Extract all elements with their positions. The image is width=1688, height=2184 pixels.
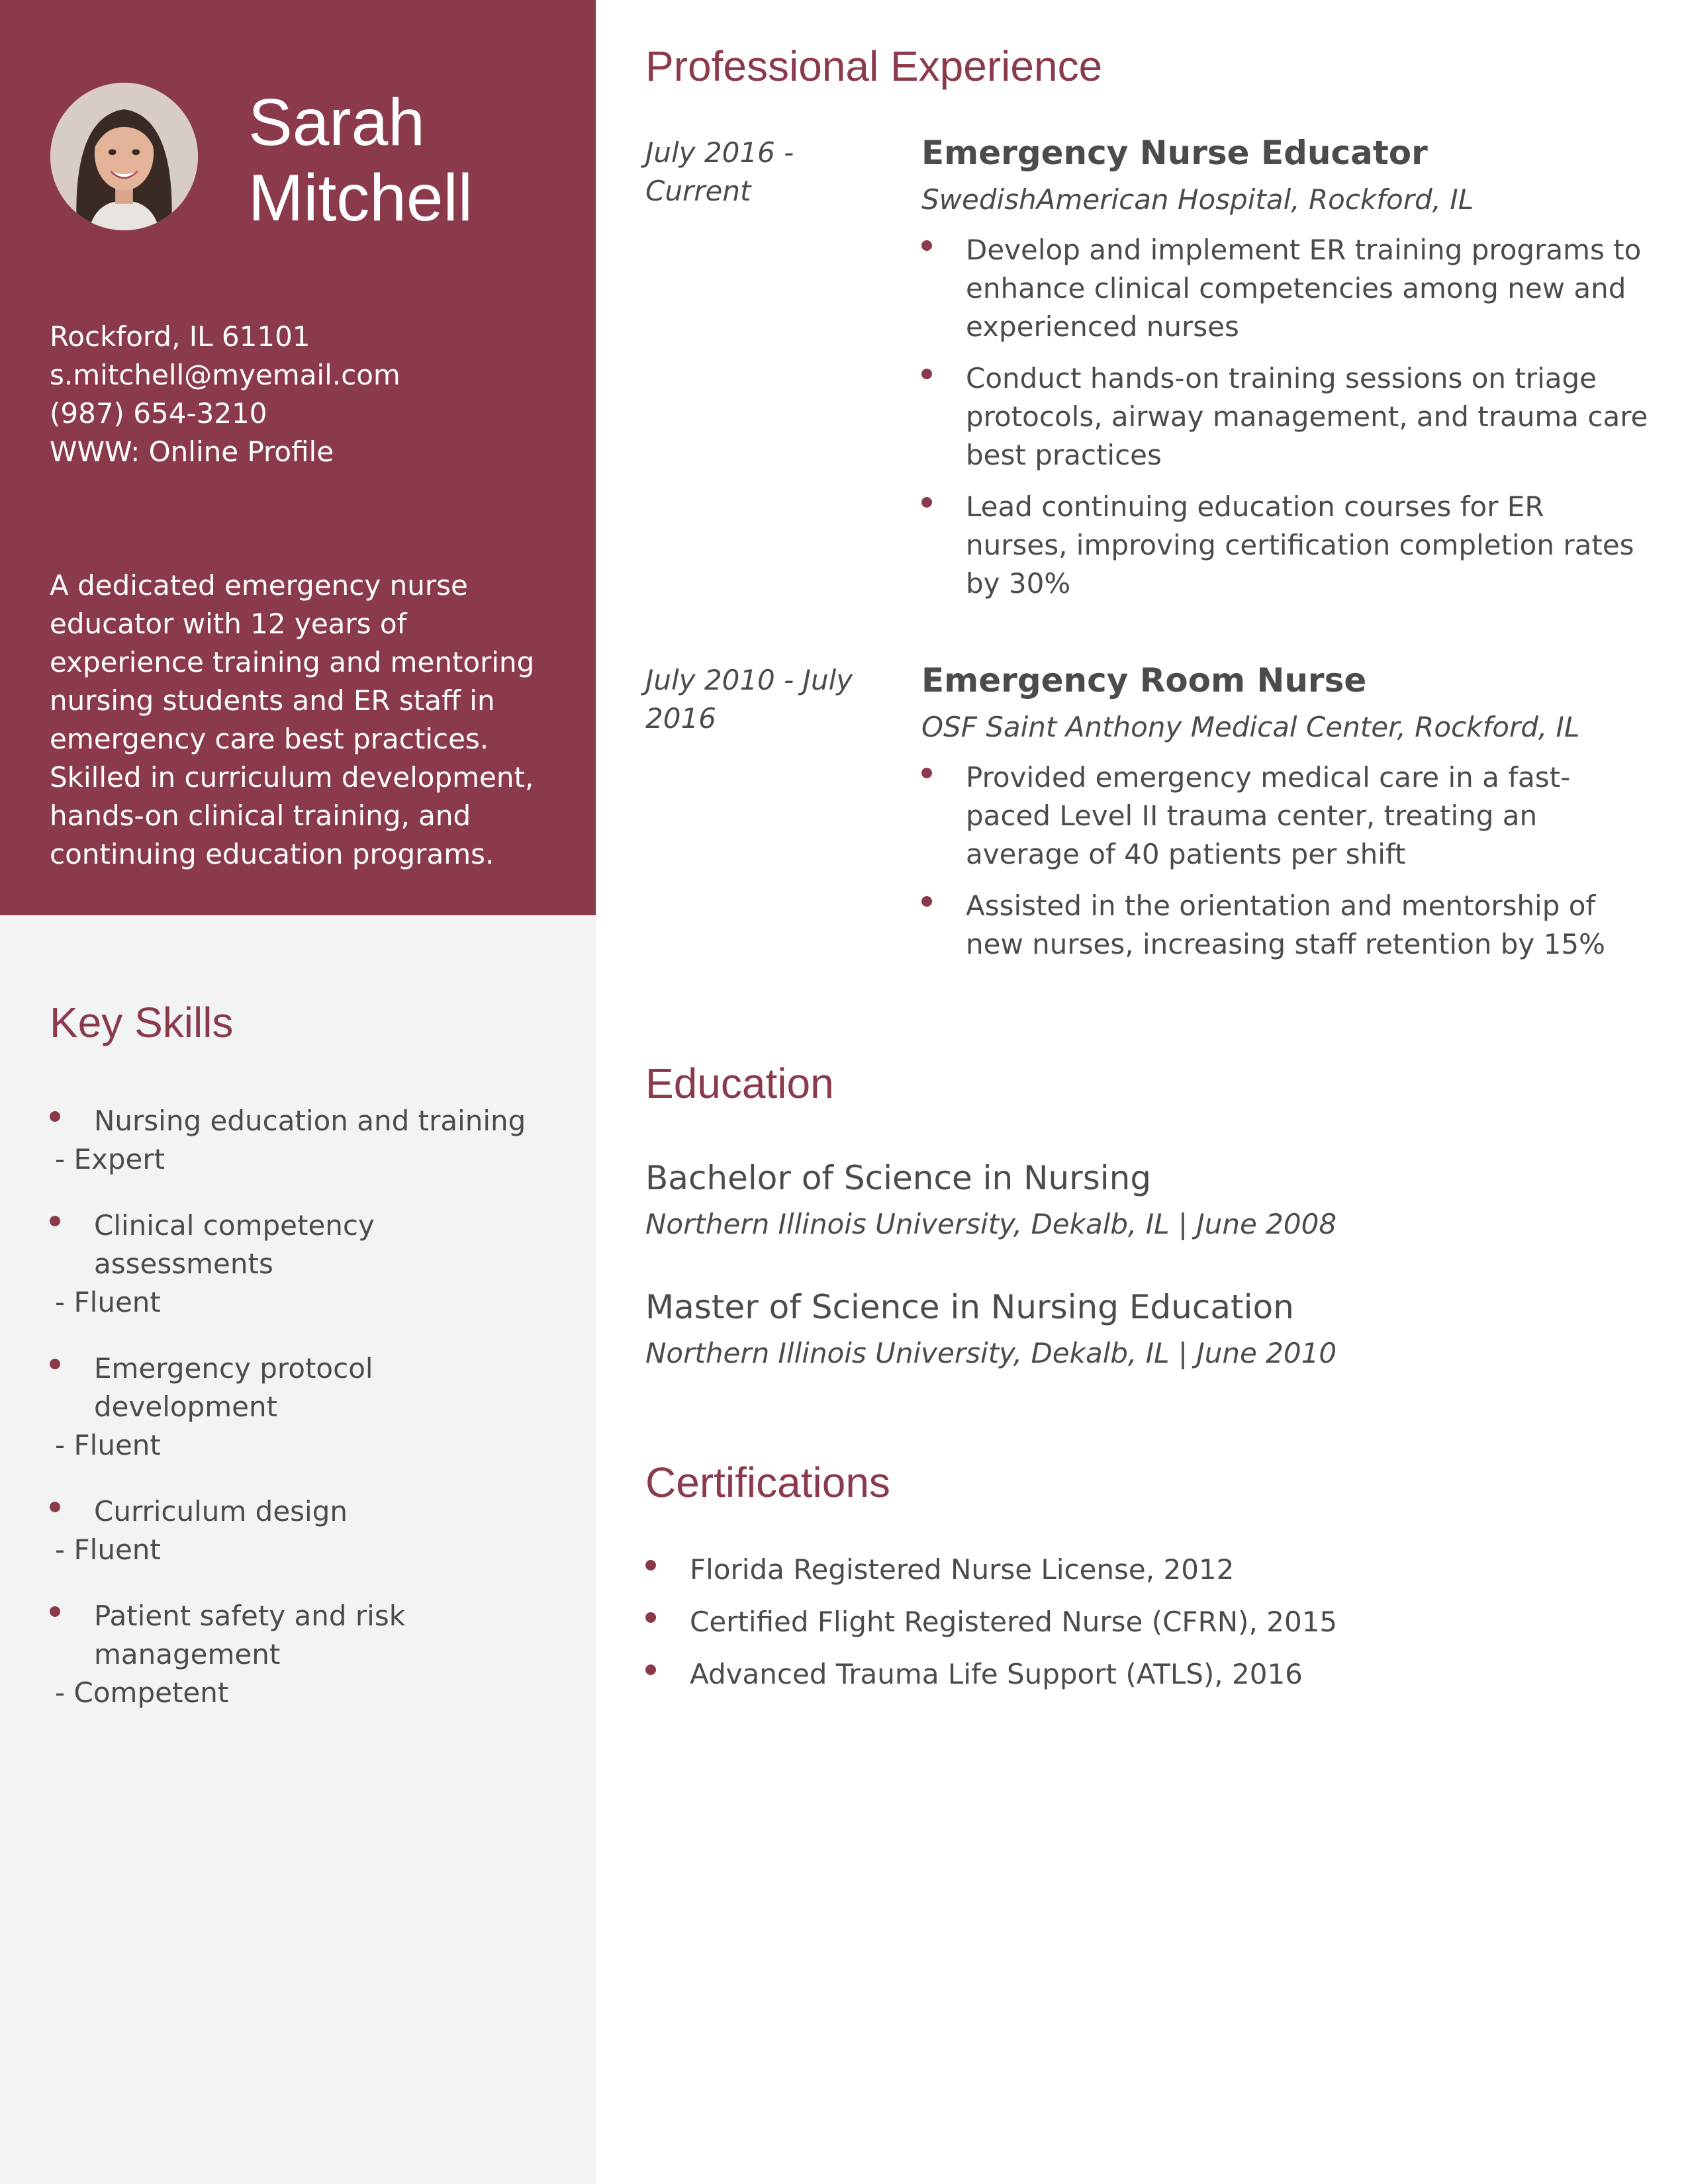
education-heading: Education [645, 1060, 834, 1107]
school: Northern Illinois University, Dekalb, IL | June 2008 [645, 1208, 1337, 1240]
bullet-icon [921, 497, 932, 508]
duty-text: Develop and implement ER training programs to enhance clinical competencies among new and experienced nurses [966, 234, 1642, 343]
job-title: Emergency Room Nurse [921, 661, 1367, 700]
duty-item [921, 887, 1650, 964]
duty-item [921, 488, 1650, 603]
person-portrait-icon [50, 83, 198, 230]
degree: Bachelor of Science in Nursing [645, 1159, 1152, 1197]
degree: Master of Science in Nursing Education [645, 1288, 1294, 1326]
certification-text: Florida Registered Nurse License, 2012 [690, 1553, 1235, 1586]
website-link[interactable]: WWW: Online Profile [50, 435, 334, 468]
bullet-icon [645, 1664, 656, 1675]
certification-text: Advanced Trauma Life Support (ATLS), 2016 [690, 1658, 1303, 1690]
skills-list [50, 1102, 573, 1740]
last-name: Mitchell [248, 161, 473, 235]
skill-item [50, 1102, 573, 1179]
duty-item [921, 758, 1650, 874]
skill-level: - Expert [55, 1143, 165, 1175]
skill-item [50, 1597, 573, 1712]
bullet-icon [921, 768, 932, 778]
certification-item [645, 1603, 1638, 1641]
job-details [921, 661, 1650, 977]
skill-name: Nursing education and training [94, 1105, 526, 1137]
job-details [921, 134, 1650, 616]
skill-level: - Competent [55, 1676, 229, 1709]
job-company: OSF Saint Anthony Medical Center, Rockford, IL [921, 711, 1580, 743]
job-title: Emergency Nurse Educator [921, 134, 1428, 172]
certifications-heading: Certifications [645, 1459, 890, 1506]
certification-item [645, 1551, 1638, 1589]
job-duties [921, 231, 1650, 603]
profile-header [0, 0, 596, 915]
education-item [645, 1284, 1652, 1373]
duty-item [921, 231, 1650, 346]
education-item [645, 1155, 1652, 1244]
bullet-icon [921, 240, 932, 251]
job-dates: July 2010 - July 2016 [645, 664, 853, 735]
certification-item [645, 1655, 1638, 1694]
duty-text: Provided emergency medical care in a fast-paced Level II trauma center, treating an average of 40 patients per shift [966, 761, 1571, 870]
candidate-name [248, 85, 579, 236]
job-dates: July 2016 - Current [645, 136, 794, 207]
bullet-icon [645, 1612, 656, 1623]
avatar [50, 83, 198, 230]
skill-item [50, 1349, 573, 1465]
certification-text: Certified Flight Registered Nurse (CFRN), 2015 [690, 1606, 1338, 1638]
experience-heading: Professional Experience [645, 42, 1103, 90]
duty-item [921, 359, 1650, 475]
duty-text: Conduct hands-on training sessions on triage protocols, airway management, and trauma care best practices [966, 362, 1648, 471]
bullet-icon [645, 1560, 656, 1570]
bullet-icon [921, 896, 932, 907]
phone: (987) 654-3210 [50, 397, 267, 430]
school: Northern Illinois University, Dekalb, IL | June 2010 [645, 1337, 1337, 1369]
skill-item [50, 1492, 573, 1569]
bullet-icon [50, 1359, 60, 1369]
skill-level: - Fluent [55, 1429, 161, 1461]
address: Rockford, IL 61101 [50, 320, 310, 353]
skill-name: Clinical competency assessments [94, 1209, 375, 1280]
duty-text: Lead continuing education courses for ER nurses, improving certification completion rates by 30% [966, 490, 1634, 600]
skill-name: Curriculum design [94, 1495, 348, 1527]
skill-name: Patient safety and risk management [94, 1600, 406, 1670]
bullet-icon [50, 1502, 60, 1512]
skill-level: - Fluent [55, 1286, 161, 1318]
first-name: Sarah [248, 85, 425, 159]
bullet-icon [50, 1216, 60, 1226]
contact-info [50, 318, 579, 471]
bullet-icon [50, 1606, 60, 1617]
duty-text: Assisted in the orientation and mentorship of new nurses, increasing staff retention by 15% [966, 889, 1605, 960]
skill-item [50, 1206, 573, 1322]
sidebar [0, 0, 596, 2184]
certifications-list [645, 1551, 1638, 1707]
skill-level: - Fluent [55, 1533, 161, 1566]
professional-summary: A dedicated emergency nurse educator with 12 years of experience training and mentoring nursing students and ER staff in emergency care best practices. Skilled in curriculum development, hands-on clinical training, and continuing education programs. [50, 569, 535, 870]
job-duties [921, 758, 1650, 964]
skill-name: Emergency protocol development [94, 1352, 373, 1423]
email-link[interactable]: s.mitchell@myemail.com [50, 359, 400, 391]
bullet-icon [921, 369, 932, 379]
job-company: SwedishAmerican Hospital, Rockford, IL [921, 183, 1474, 216]
skills-heading: Key Skills [50, 999, 234, 1046]
bullet-icon [50, 1111, 60, 1122]
